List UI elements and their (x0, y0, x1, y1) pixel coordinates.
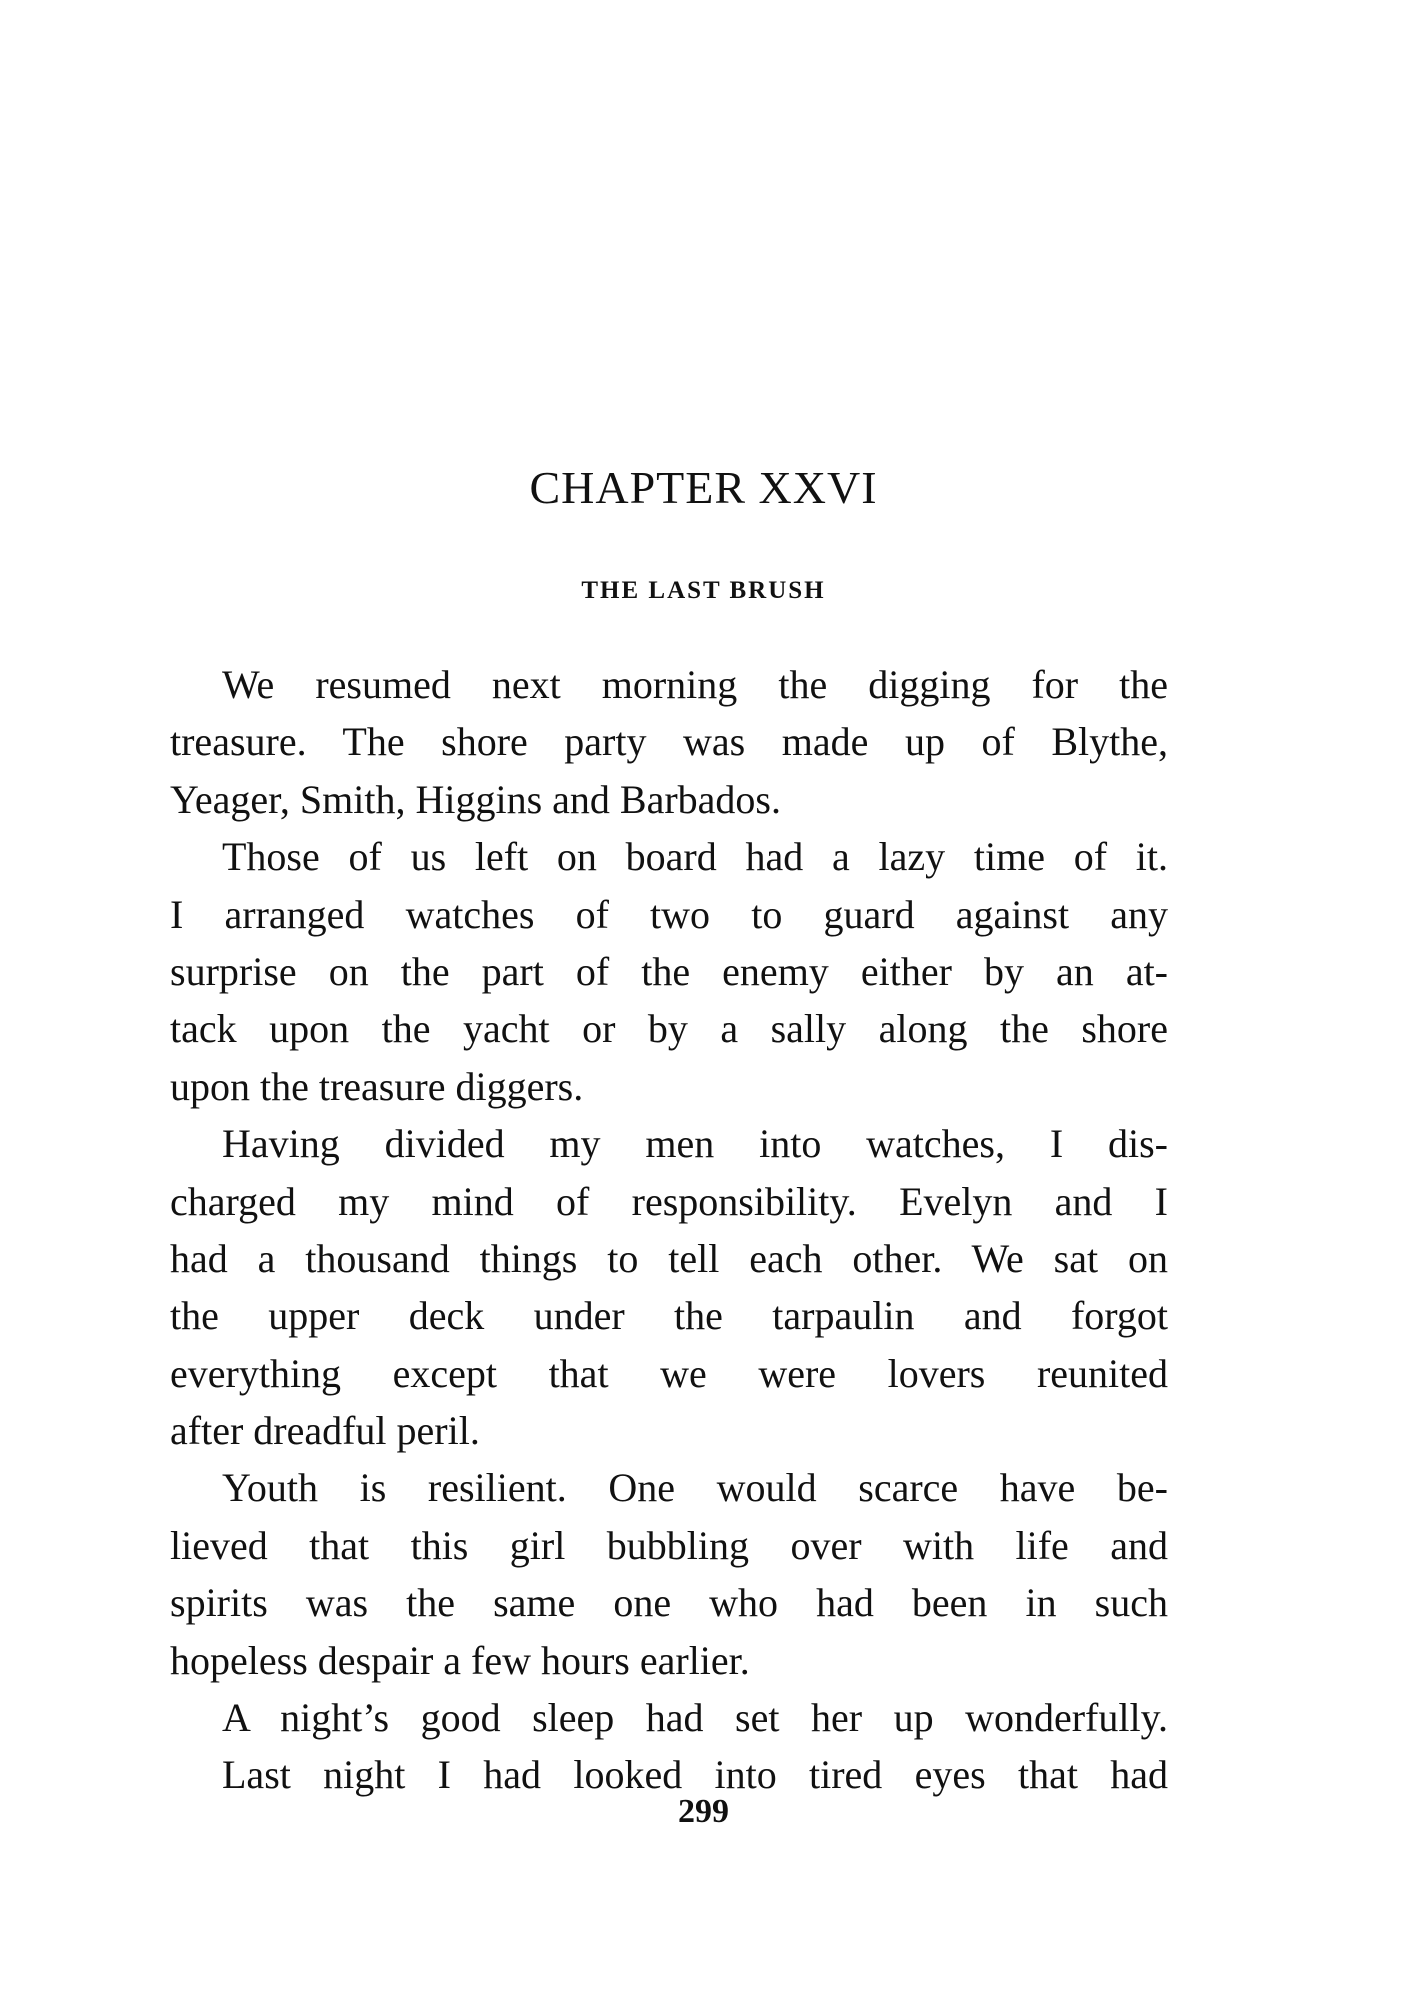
text-line: after dreadful peril. (170, 1408, 480, 1454)
text-line: Last night I had looked into tired eyes that had (222, 1752, 1168, 1798)
text-line: everything except that we were lovers reunited (170, 1350, 1168, 1396)
text-line: spirits was the same one who had been in such (170, 1580, 1168, 1626)
body-text (170, 656, 1168, 1804)
text-line: We resumed next morning the digging for the (222, 662, 1168, 707)
text-line: A night’s good sleep had set her up wonderfully. (222, 1695, 1168, 1741)
text-line: charged my mind of responsibility. Evelyn and I (170, 1178, 1168, 1224)
text-line: upon the treasure diggers. (170, 1063, 584, 1109)
text-line: lieved that this girl bubbling over with life and (170, 1522, 1168, 1568)
text-line: surprise on the part of the enemy either by an at- (170, 948, 1168, 994)
text-line: treasure. The shore party was made up of Blythe, (170, 719, 1168, 765)
text-line: Those of us left on board had a lazy time of it. (222, 834, 1168, 880)
text-line: Youth is resilient. One would scarce have be- (222, 1465, 1168, 1511)
text-line: I arranged watches of two to guard against any (170, 891, 1168, 937)
text-line: had a thousand things to tell each other. We sat on (170, 1235, 1168, 1281)
text-line: tack upon the yacht or by a sally along the shore (170, 1006, 1168, 1052)
page-number: 299 (678, 1793, 729, 1830)
text-line: the upper deck under the tarpaulin and forgot (170, 1293, 1168, 1339)
text-line: Having divided my men into watches, I dis- (222, 1121, 1168, 1167)
chapter-subtitle: THE LAST BRUSH (581, 577, 826, 604)
chapter-title: CHAPTER XXVI (529, 462, 878, 513)
text-line: Yeager, Smith, Higgins and Barbados. (170, 776, 781, 822)
text-line: hopeless despair a few hours earlier. (170, 1637, 750, 1683)
